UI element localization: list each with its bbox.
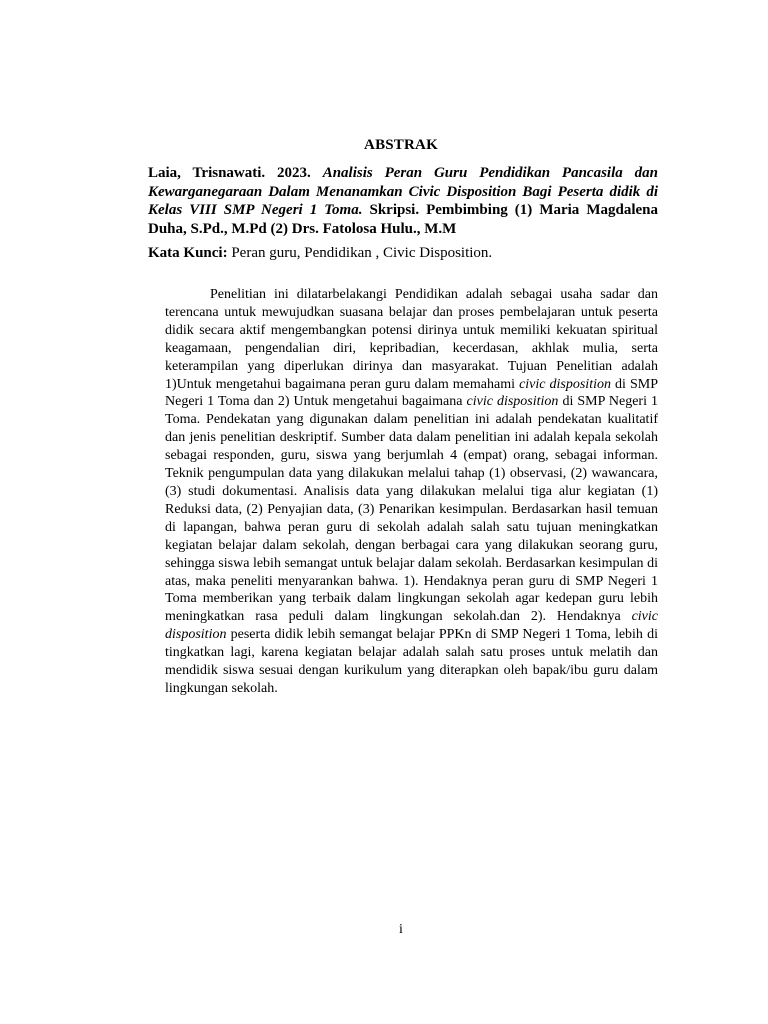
citation-advisors: Skripsi. Pembimbing (1) Maria Magdalena Duha, S.Pd., M.Pd (2) Drs. Fatolosa Hulu., M.M bbox=[148, 202, 658, 237]
abstract-text-2: di SMP Negeri 1 Toma dan 2) Untuk mengetahui bagaimana bbox=[165, 376, 658, 410]
page-title: ABSTRAK bbox=[364, 137, 438, 153]
abstract-term-1: civic disposition bbox=[519, 376, 611, 392]
abstract-body bbox=[165, 286, 658, 698]
citation-thesis-title: Analisis Peran Guru Pendidikan Pancasila dan Kewarganegaraan Dalam Menanamkan Civic Disposition Bagi Peserta didik di Kelas VIII SMP Negeri 1 Toma. bbox=[148, 165, 658, 219]
keywords-label: Kata Kunci: bbox=[148, 245, 228, 261]
abstract-term-2: civic disposition bbox=[466, 394, 559, 410]
abstract-paragraph bbox=[165, 286, 658, 698]
abstract-text-4: peserta didik lebih semangat belajar PPKn di SMP Negeri 1 Toma, lebih di tingkatkan lagi, karena kegiatan belajar adalah salah satu proses untuk melatih dan mendidik siswa sesuai dengan kurikulum yang diterapkan oleh bapak/ibu guru dalam lingkungan sekolah. bbox=[165, 627, 658, 696]
citation-author-year: Laia, Trisnawati. 2023. bbox=[148, 165, 323, 181]
abstract-term-3: civic disposition bbox=[165, 609, 658, 643]
abstract-text-3: di SMP Negeri 1 Toma. Pendekatan yang digunakan dalam penelitian ini adalah pendekatan kualitatif dan jenis penelitian deskriptif. Sumber data dalam penelitian ini adalah kepala sekolah sebagai responden, guru, siswa yang berjumlah 4 (empat) orang, sebagai informan. Teknik pengumpulan data yang dilakukan melalui tahap (1) observasi, (2) wawancara, (3) studi dokumentasi. Analisis data yang dilakukan melalui tiga alur kegiatan (1) Reduksi data, (2) Penyajian data, (3) Penarikan kesimpulan. Berdasarkan hasil temuan di lapangan, bahwa peran guru di sekolah adalah salah satu tujuan meningkatkan kegiatan belajar dalam sekolah, dengan berbagai cara yang dilakukan seorang guru, sehingga siswa lebih semangat untuk belajar dalam sekolah. Berdasarkan kesimpulan di atas, maka peneliti menyarankan bahwa. 1). Hendaknya peran guru di SMP Negeri 1 Toma memberikan yang terbaik dalam lingkungan sekolah agar kedepan guru lebih meningkatkan rasa peduli dalam lingkungan sekolah.dan 2). Hendaknya bbox=[165, 394, 658, 625]
keywords-value: Peran guru, Pendidikan , Civic Disposition. bbox=[227, 245, 493, 261]
keywords-line bbox=[148, 244, 658, 262]
citation-block bbox=[148, 164, 658, 238]
abstract-text-1: Penelitian ini dilatarbelakangi Pendidikan adalah sebagai usaha sadar dan terencana untuk mewujudkan suasana belajar dan proses pembelajaran untuk peserta didik secara aktif mengembangkan potensi dirinya untuk memiliki kekuatan spiritual keagamaan, pengendalian diri, kepribadian, kecerdasan, akhlak mulia, serta keterampilan yang diperlukan dirinya dan masyarakat. Tujuan Penelitian adalah 1)Untuk mengetahui bagaimana peran guru dalam memahami bbox=[165, 287, 658, 392]
page-number: i bbox=[399, 922, 403, 937]
